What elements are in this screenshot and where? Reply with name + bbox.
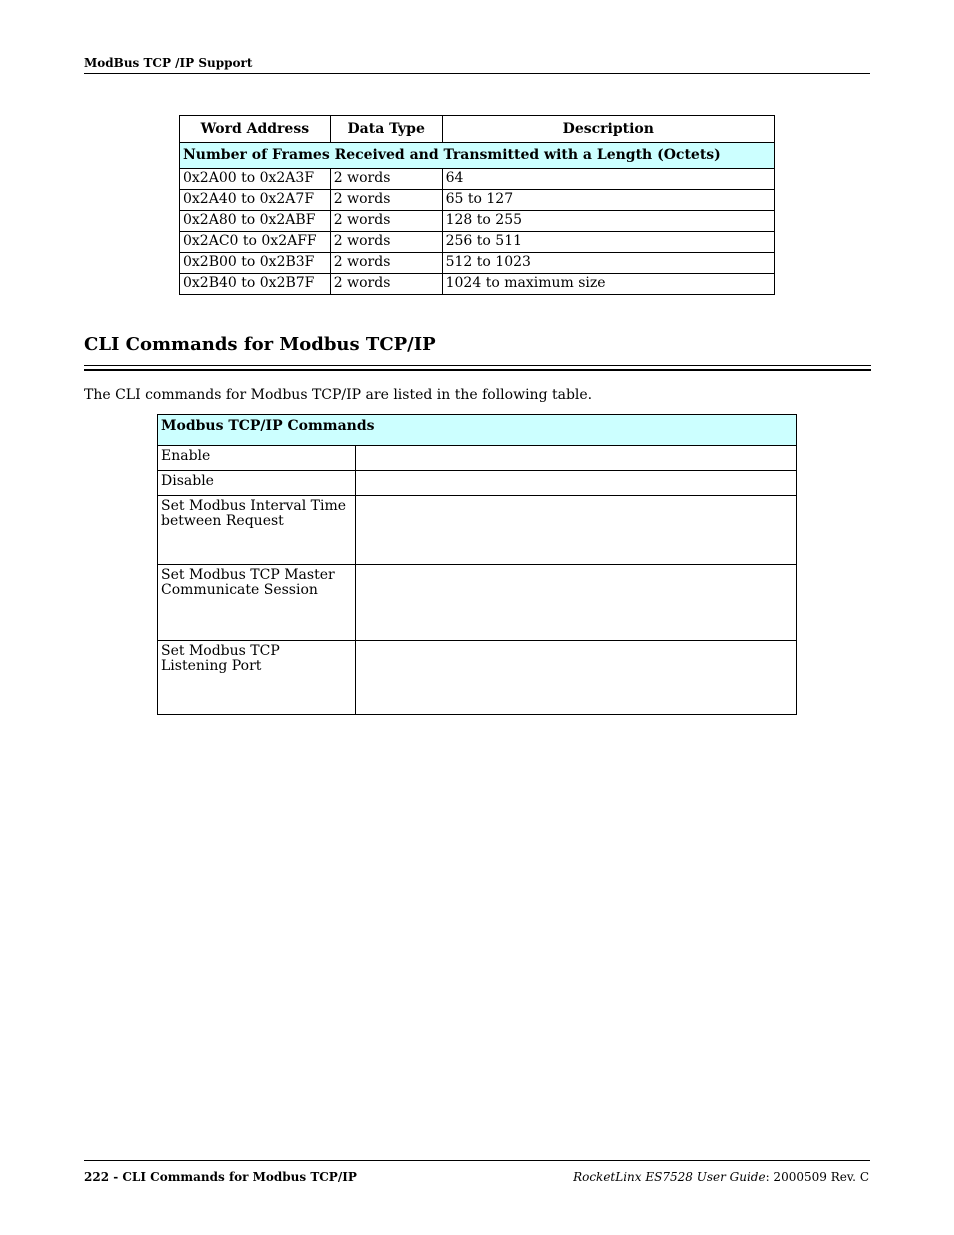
command-line-1: Set Modbus TCP Master: [161, 567, 335, 583]
command-line-1: Disable: [161, 473, 214, 489]
footer-doc-info: [573, 1170, 869, 1184]
table-row: [180, 232, 775, 253]
table-row: [158, 496, 797, 565]
table-row: [180, 211, 775, 232]
section-heading: CLI Commands for Modbus TCP/IP: [84, 334, 436, 355]
command-name-cell: [158, 565, 356, 641]
description-cell: 65 to 127: [442, 190, 774, 211]
command-line-1: Set Modbus Interval Time: [161, 498, 347, 514]
table-row: [158, 471, 797, 496]
table-row: [158, 641, 797, 715]
column-header-description: Description: [442, 116, 774, 143]
frames-table-header-row: [180, 116, 775, 143]
commands-table-banner-row: [158, 415, 797, 446]
data-type-cell: 2 words: [330, 190, 442, 211]
commands-table: [157, 414, 797, 715]
command-name-cell: [158, 496, 356, 565]
footer-product-title: RocketLinx ES7528 User Guide: [573, 1170, 766, 1184]
description-cell: 64: [442, 169, 774, 190]
column-header-word-address: Word Address: [180, 116, 331, 143]
running-header: ModBus TCP /IP Support: [84, 56, 253, 70]
data-type-cell: 2 words: [330, 211, 442, 232]
command-detail-cell: [355, 641, 796, 715]
word-address-cell: 0x2B40 to 0x2B7F: [180, 274, 331, 295]
command-detail-cell: [355, 496, 796, 565]
command-name-cell: [158, 446, 356, 471]
command-name-cell: [158, 471, 356, 496]
command-detail-cell: [355, 565, 796, 641]
word-address-cell: 0x2A80 to 0x2ABF: [180, 211, 331, 232]
command-line-2: Listening Port: [161, 658, 262, 674]
command-detail-cell: [355, 446, 796, 471]
table-row: [180, 190, 775, 211]
section-rule-thick: [84, 369, 871, 371]
description-cell: 512 to 1023: [442, 253, 774, 274]
table-row: [158, 565, 797, 641]
commands-table-banner: Modbus TCP/IP Commands: [158, 415, 797, 446]
word-address-cell: 0x2B00 to 0x2B3F: [180, 253, 331, 274]
table-row: [180, 274, 775, 295]
data-type-cell: 2 words: [330, 232, 442, 253]
description-cell: 1024 to maximum size: [442, 274, 774, 295]
footer-doc-number: : 2000509 Rev. C: [765, 1170, 869, 1184]
command-detail-cell: [355, 471, 796, 496]
section-rule-thin: [84, 365, 871, 366]
word-address-cell: 0x2AC0 to 0x2AFF: [180, 232, 331, 253]
description-cell: 256 to 511: [442, 232, 774, 253]
header-rule: [84, 73, 870, 74]
word-address-cell: 0x2A00 to 0x2A3F: [180, 169, 331, 190]
command-line-1: Enable: [161, 448, 211, 464]
intro-paragraph: The CLI commands for Modbus TCP/IP are listed in the following table.: [84, 387, 593, 403]
footer-page-label: 222 - CLI Commands for Modbus TCP/IP: [84, 1170, 357, 1184]
footer-rule: [84, 1160, 870, 1161]
table-row: [158, 446, 797, 471]
frames-table-banner-row: [180, 143, 775, 169]
description-cell: 128 to 255: [442, 211, 774, 232]
column-header-data-type: Data Type: [330, 116, 442, 143]
command-name-cell: [158, 641, 356, 715]
word-address-cell: 0x2A40 to 0x2A7F: [180, 190, 331, 211]
data-type-cell: 2 words: [330, 274, 442, 295]
data-type-cell: 2 words: [330, 253, 442, 274]
table-row: [180, 169, 775, 190]
command-line-2: between Request: [161, 513, 284, 529]
command-line-1: Set Modbus TCP: [161, 643, 280, 659]
data-type-cell: 2 words: [330, 169, 442, 190]
command-line-2: Communicate Session: [161, 582, 318, 598]
table-row: [180, 253, 775, 274]
frames-table: [179, 115, 775, 295]
frames-table-banner: Number of Frames Received and Transmitted with a Length (Octets): [180, 143, 775, 169]
